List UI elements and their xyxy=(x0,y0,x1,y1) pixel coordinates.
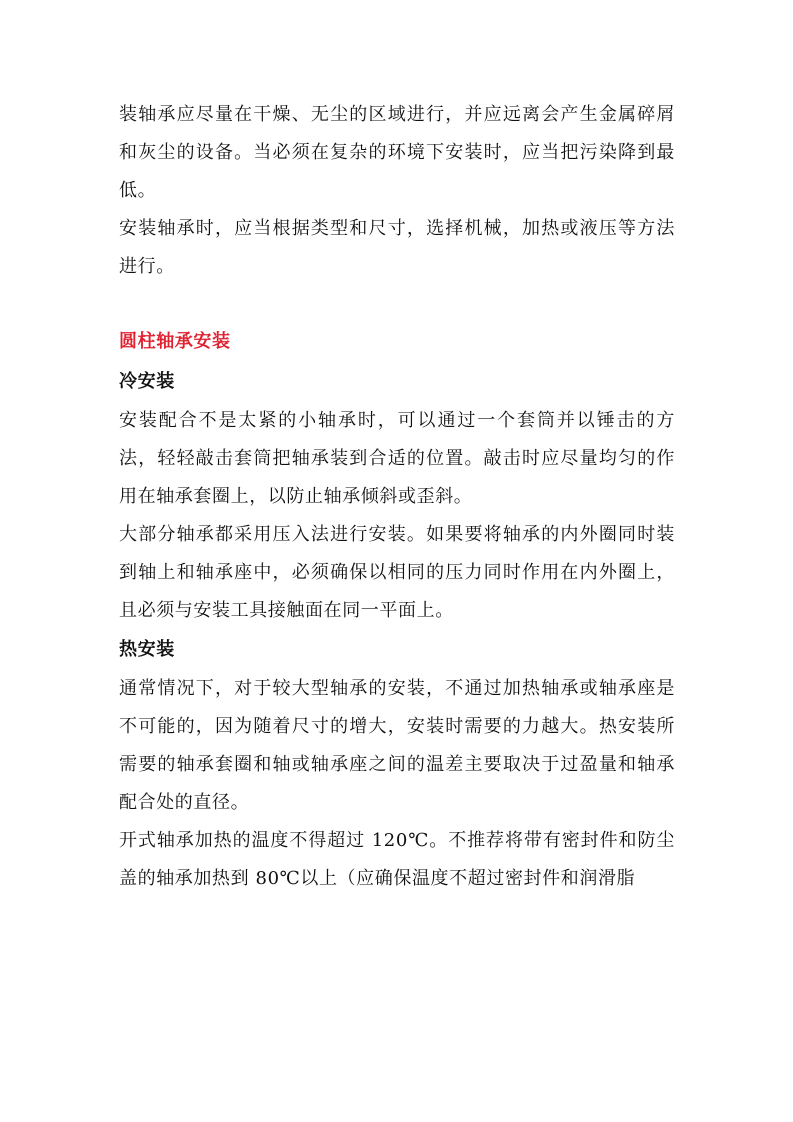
hot-install-heading: 热安装 xyxy=(119,639,175,660)
section-spacer xyxy=(119,286,675,322)
hot-install-paragraph-1: 通常情况下，对于较大型轴承的安装，不通过加热轴承或轴承座是不可能的，因为随着尺寸的增大，安装时需要的力越大。热安装所需要的轴承套圈和轴或轴承座之间的温差主要取决于过盈量和轴承配合处的直径。 xyxy=(119,678,675,813)
intro-paragraph-2: 安装轴承时，应当根据类型和尺寸，选择机械，加热或液压等方法进行。 xyxy=(119,218,675,277)
cold-install-heading: 冷安装 xyxy=(119,371,175,392)
cold-install-paragraph-1: 安装配合不是太紧的小轴承时，可以通过一个套筒并以锤击的方法，轻轻敲击套筒把轴承装到合适的位置。敲击时应尽量均匀的作用在轴承套圈上，以防止轴承倾斜或歪斜。 xyxy=(119,410,675,507)
hot-install-paragraph-2: 开式轴承加热的温度不得超过 120℃。不推荐将带有密封件和防尘盖的轴承加热到 80℃以上（应确保温度不超过密封件和润滑脂 xyxy=(119,830,675,889)
intro-paragraph-1: 装轴承应尽量在干燥、无尘的区域进行，并应远离会产生金属碎屑和灰尘的设备。当必须在复杂的环境下安装时，应当把污染降到最低。 xyxy=(119,104,675,201)
section-heading: 圆柱轴承安装 xyxy=(119,331,231,352)
cold-install-paragraph-2: 大部分轴承都采用压入法进行安装。如果要将轴承的内外圈同时装到轴上和轴承座中，必须确保以相同的压力同时作用在内外圈上，且必须与安装工具接触面在同一平面上。 xyxy=(119,524,675,621)
document-page xyxy=(119,96,675,898)
